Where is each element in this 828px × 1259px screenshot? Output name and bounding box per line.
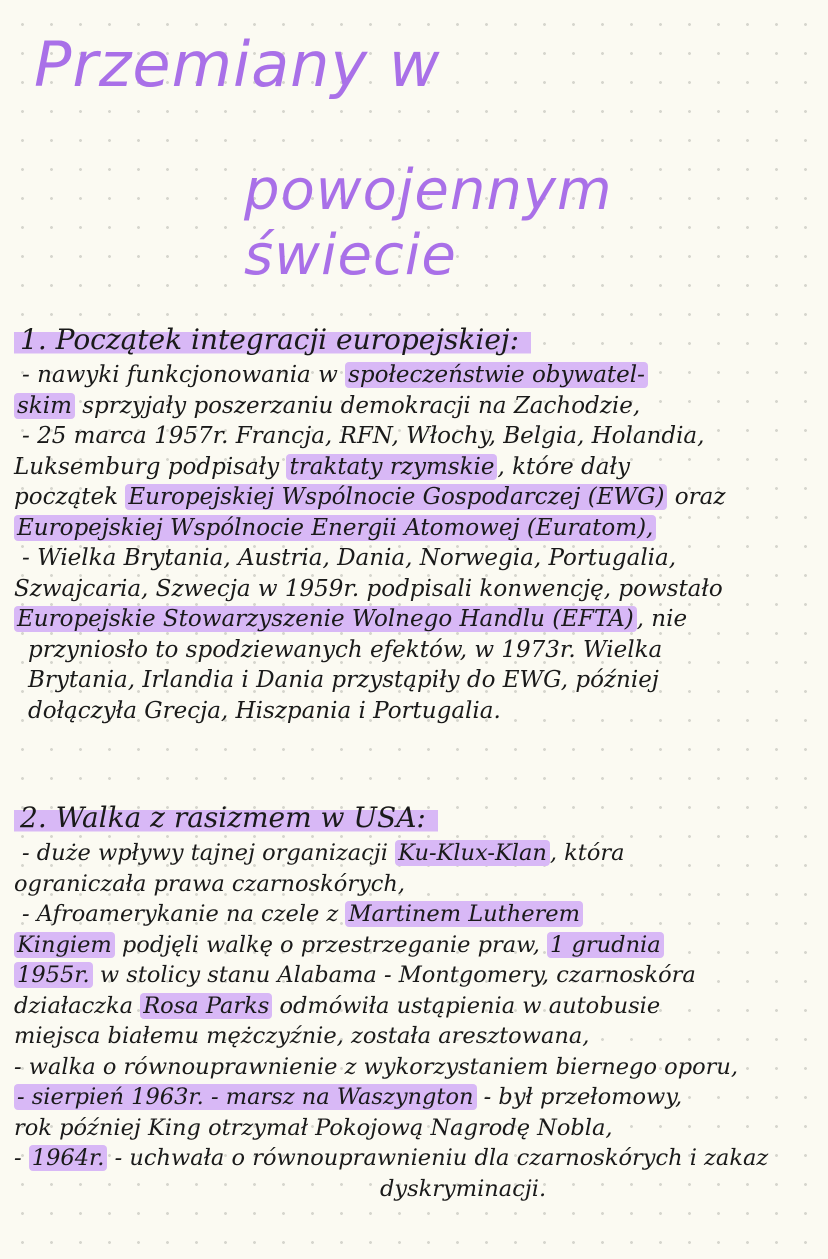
text-fragment: dyskryminacji. <box>380 1175 547 1202</box>
text-fragment: - Afroamerykanie na czele z <box>22 901 346 927</box>
text-fragment: - duże wpływy tajnej organizacji <box>22 840 396 866</box>
highlighted-text: 1 grudnia <box>547 932 664 958</box>
text-fragment: przyniosło to spodziewanych efektów, w 1973r. Wielka <box>28 636 663 663</box>
text-line <box>14 665 810 696</box>
text-fragment: dołączyła Grecja, Hiszpania i Portugalia. <box>28 697 501 724</box>
text-line <box>14 1082 810 1113</box>
text-line <box>14 1143 810 1174</box>
text-fragment: - nawyki funkcjonowania w <box>22 362 346 388</box>
text-fragment: - Wielka Brytania, Austria, Dania, Norwegia, Portugalia, <box>22 545 677 571</box>
highlighted-text: Rosa Parks <box>140 993 272 1019</box>
text-line <box>14 604 810 635</box>
text-fragment: - był przełomowy, <box>476 1084 683 1110</box>
text-line <box>14 960 810 991</box>
text-fragment: , która <box>549 840 625 866</box>
highlighted-text: Europejskiej Wspólnocie Gospodarczej (EWG) <box>125 484 667 510</box>
text-line <box>14 513 810 544</box>
text-line <box>14 360 810 391</box>
text-line <box>14 543 810 574</box>
highlighted-text: 1955r. <box>14 962 93 988</box>
text-line <box>14 1174 810 1205</box>
section-heading: 1. Początek integracji europejskiej: <box>14 322 531 358</box>
highlighted-text: traktaty rzymskie <box>286 454 497 480</box>
highlighted-text: Martinem Lutherem <box>345 901 582 927</box>
text-line <box>14 421 810 452</box>
section-racism-usa <box>14 800 810 1204</box>
text-line <box>14 635 810 666</box>
text-line <box>14 574 810 605</box>
text-fragment: miejsca białemu mężczyźnie, została aresztowana, <box>14 1023 590 1049</box>
text-fragment: rok później King otrzymał Pokojową Nagrodę Nobla, <box>14 1114 613 1141</box>
text-line <box>14 930 810 961</box>
text-line <box>14 452 810 483</box>
page-title-line-2: powojennym świecie <box>244 158 613 288</box>
text-fragment: podjęli walkę o przestrzeganie praw, <box>114 931 548 958</box>
text-line <box>14 1052 810 1083</box>
text-line <box>14 482 810 513</box>
section-body <box>14 838 810 1204</box>
text-line <box>14 899 810 930</box>
highlighted-text: Europejskie Stowarzyszenie Wolnego Handlu (EFTA) <box>14 606 637 632</box>
text-fragment: odmówiła ustąpienia w autobusie <box>272 992 661 1019</box>
highlighted-text: Europejskiej Wspólnocie Energii Atomowej (Euratom), <box>14 515 656 541</box>
text-fragment: - uchwała o równouprawnieniu dla czarnoskórych i zakaz <box>107 1145 769 1171</box>
text-fragment: sprzyjały poszerzaniu demokracji na Zachodzie, <box>74 392 641 419</box>
text-line <box>14 1021 810 1052</box>
highlighted-text: Kingiem <box>14 932 115 958</box>
text-line <box>14 696 810 727</box>
page-title-line-1: Przemiany w <box>34 28 441 101</box>
text-fragment: - walka o równouprawnienie z wykorzystaniem biernego oporu, <box>14 1053 739 1080</box>
text-fragment: - 25 marca 1957r. Francja, RFN, Włochy, Belgia, Holandia, <box>22 423 705 449</box>
text-fragment: - <box>14 1145 29 1171</box>
text-fragment: , które dały <box>497 453 630 480</box>
text-line <box>14 991 810 1022</box>
text-fragment: początek <box>14 484 126 510</box>
text-fragment: działaczka <box>14 992 141 1019</box>
text-line <box>14 1113 810 1144</box>
text-line <box>14 391 810 422</box>
highlighted-text: skim <box>14 393 75 419</box>
text-fragment: w stolicy stanu Alabama - Montgomery, czarnoskóra <box>92 962 696 988</box>
section-european-integration <box>14 322 810 726</box>
highlighted-text: - sierpień 1963r. - marsz na Waszyngton <box>14 1084 477 1110</box>
text-line <box>14 838 810 869</box>
text-fragment: oraz <box>667 484 726 510</box>
text-fragment: Szwajcaria, Szwecja w 1959r. podpisali konwencję, powstało <box>14 575 723 602</box>
section-body <box>14 360 810 726</box>
text-line <box>14 869 810 900</box>
highlighted-text: 1964r. <box>29 1145 108 1171</box>
text-fragment: , nie <box>636 606 688 632</box>
highlighted-text: Ku-Klux-Klan <box>395 840 550 866</box>
text-fragment: Brytania, Irlandia i Dania przystąpiły do EWG, później <box>28 667 659 693</box>
text-fragment: ograniczała prawa czarnoskórych, <box>14 870 406 897</box>
highlighted-text: społeczeństwie obywatel- <box>345 362 648 388</box>
section-heading: 2. Walka z rasizmem w USA: <box>14 800 438 836</box>
text-fragment: Luksemburg podpisały <box>14 453 287 480</box>
